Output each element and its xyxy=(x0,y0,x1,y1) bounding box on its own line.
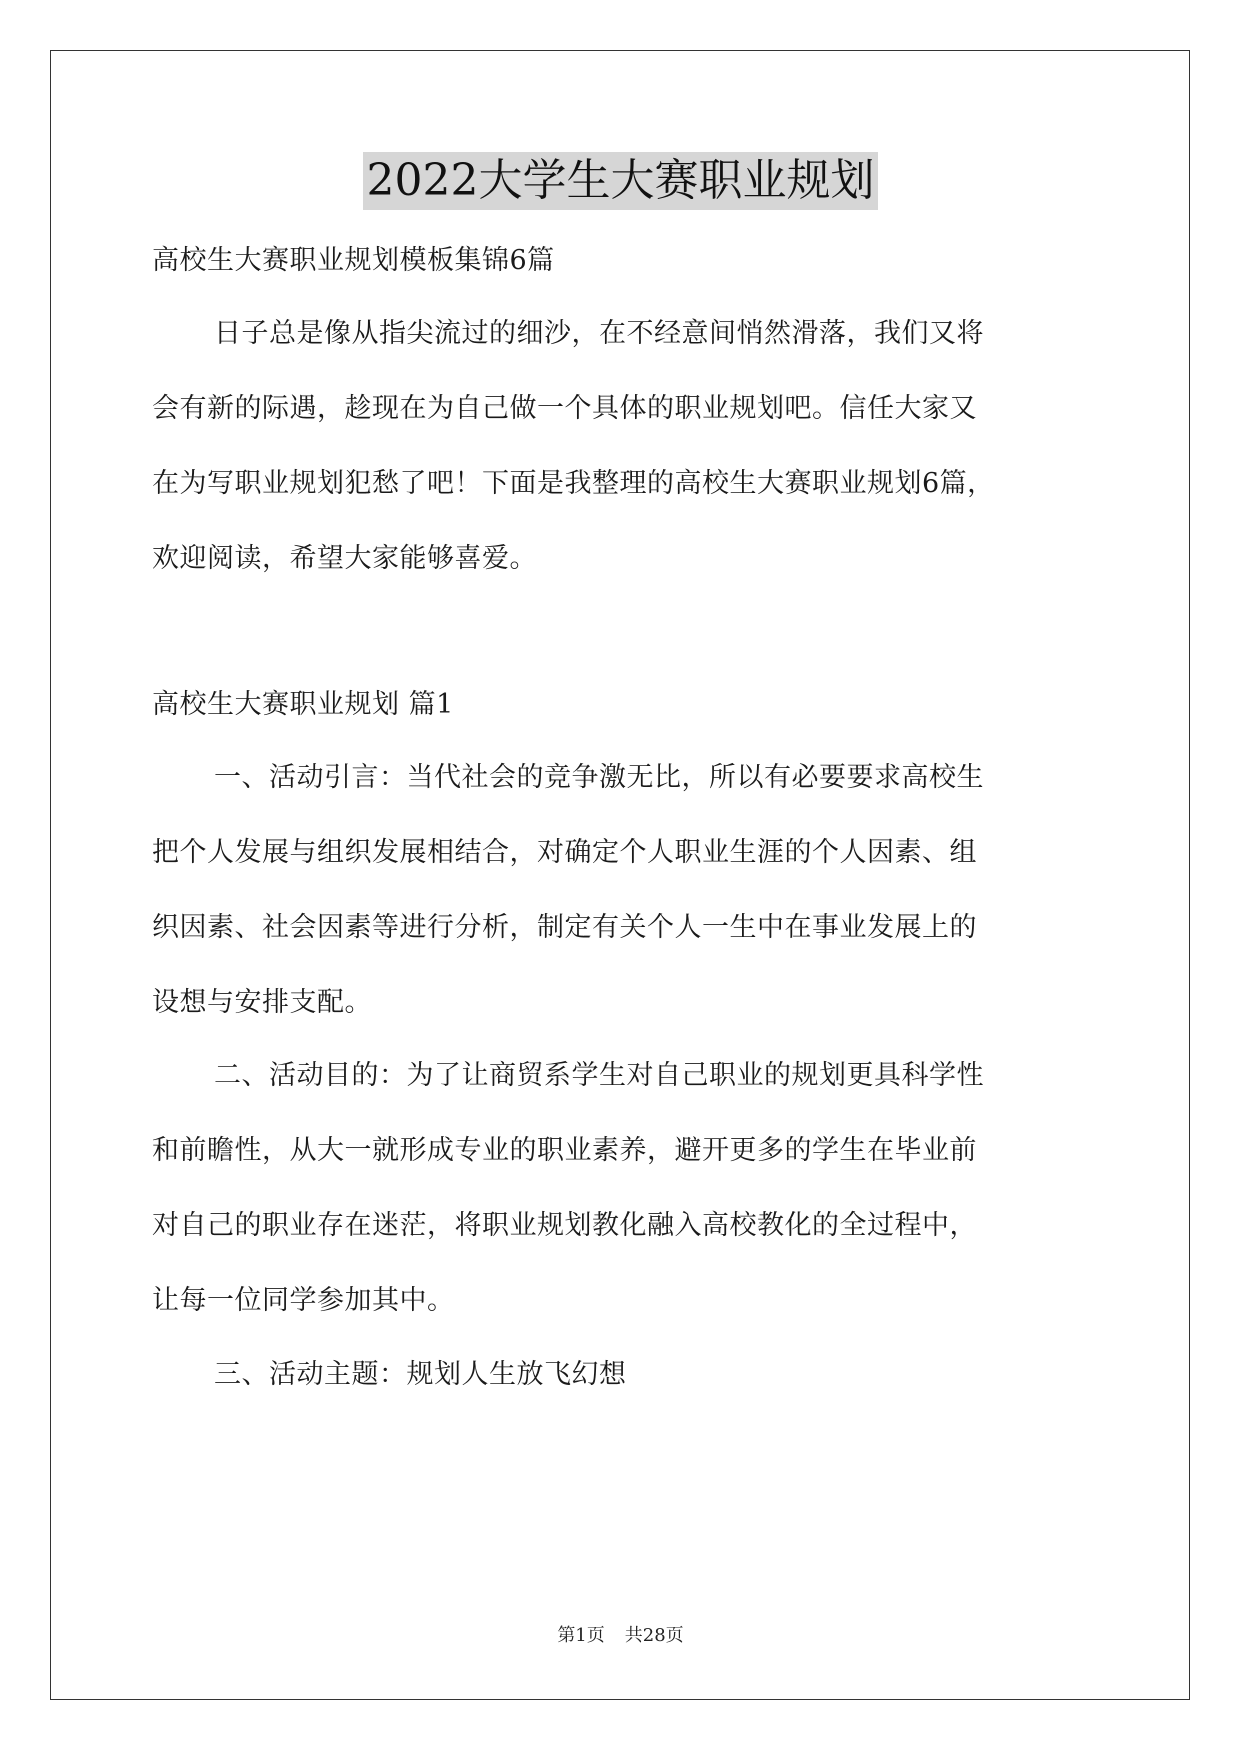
intro-line-3: 在为写职业规划犯愁了吧！下面是我整理的高校生大赛职业规划6篇， xyxy=(152,468,995,499)
document-subtitle: 高校生大赛职业规划模板集锦6篇 xyxy=(152,245,555,276)
paragraph2-line-3: 对自己的职业存在迷茫，将职业规划教化融入高校教化的全过程中， xyxy=(152,1210,977,1241)
page-number-total: 共28页 xyxy=(624,1625,684,1646)
page-footer xyxy=(0,1624,1241,1648)
intro-line-4: 欢迎阅读，希望大家能够喜爱。 xyxy=(152,543,537,574)
paragraph1-line-4: 设想与安排支配。 xyxy=(152,987,372,1018)
paragraph2-line-4: 让每一位同学参加其中。 xyxy=(152,1285,455,1316)
page-border xyxy=(50,50,1190,1700)
intro-line-1: 日子总是像从指尖流过的细沙，在不经意间悄然滑落，我们又将 xyxy=(214,318,984,349)
paragraph1-line-1: 一、活动引言：当代社会的竞争激无比，所以有必要要求高校生 xyxy=(214,762,984,793)
paragraph2-line-1: 二、活动目的：为了让商贸系学生对自己职业的规划更具科学性 xyxy=(214,1060,984,1091)
paragraph1-line-2: 把个人发展与组织发展相结合，对确定个人职业生涯的个人因素、组 xyxy=(152,837,977,868)
section-heading: 高校生大赛职业规划 篇1 xyxy=(152,689,454,720)
title-container xyxy=(0,152,1241,210)
paragraph1-line-3: 织因素、社会因素等进行分析，制定有关个人一生中在事业发展上的 xyxy=(152,912,977,943)
paragraph2-line-2: 和前瞻性，从大一就形成专业的职业素养，避开更多的学生在毕业前 xyxy=(152,1135,977,1166)
paragraph3-line-1: 三、活动主题：规划人生放飞幻想 xyxy=(214,1359,627,1390)
page-number-current: 第1页 xyxy=(557,1625,605,1646)
intro-line-2: 会有新的际遇，趁现在为自己做一个具体的职业规划吧。信任大家又 xyxy=(152,393,977,424)
document-title: 2022大学生大赛职业规划 xyxy=(363,152,879,210)
